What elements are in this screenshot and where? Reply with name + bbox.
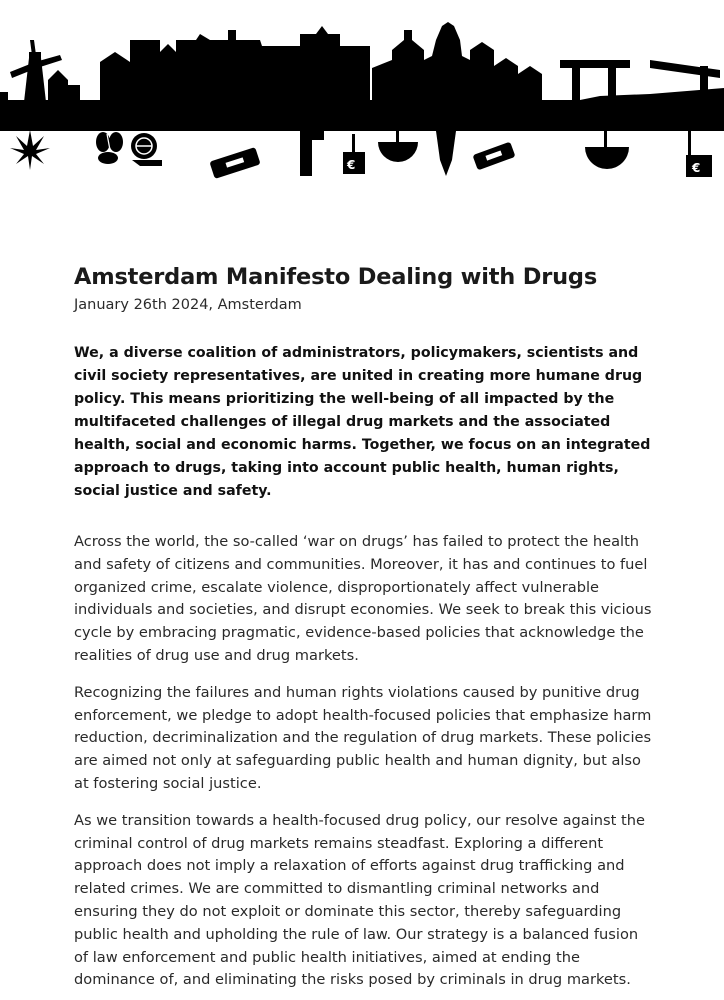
svg-text:€: €	[692, 161, 701, 175]
canal-houses-right	[494, 58, 542, 104]
poppy-bowl-icon	[378, 131, 418, 162]
church-tower-silhouette	[372, 22, 494, 104]
syringe-icon	[436, 131, 456, 176]
amsterdam-skyline-banner	[0, 0, 724, 190]
ground-strip	[0, 100, 724, 131]
date-location: January 26th 2024, Amsterdam	[74, 297, 302, 313]
body-paragraph-2: Recognizing the failures and human rights violations caused by punitive drug enforcement, we pledge to adopt health-focused policies that emphasize harm reduction, decriminalization and the regulation of drug markets. These policies are aimed not only at safeguarding public health and human dignity, but also at fostering social justice.	[74, 683, 652, 792]
svg-text:€: €	[347, 158, 356, 172]
body-paragraph-1: Across the world, the so-called ‘war on drugs’ has failed to protect the health and safety of citizens and communities. Moreover, it has and continues to fuel organized crime, escalate violence, disproportionately affect vulnerable individuals and societies, and disrupt economies. We seek to break this vicious cycle by embracing pragmatic, evidence-based policies that acknowledge the realities of drug use and drug markets.	[74, 533, 652, 664]
poppy-bowl-icon	[585, 131, 629, 169]
bridge-icon	[560, 60, 724, 106]
body-paragraph-3: As we transition towards a health-focused drug policy, our resolve against the criminal control of drug markets remains steadfast. Exploring a different approach does not imply a relaxation of efforts against drug trafficking and related crimes. We are committed to dismantling criminal networks and ensuring they do not exploit or dominate this sector, thereby safeguarding public health and upholding the rule of law. Our strategy is a balanced fusion of law enforcement and public health initiatives, aimed at ending the dominance of, and eliminating the risks posed by criminals in drug markets.	[74, 811, 645, 989]
page-title: Amsterdam Manifesto Dealing with Drugs	[74, 264, 598, 290]
intro-paragraph: We, a diverse coalition of administrators, policymakers, scientists and civil society representatives, are united in creating more humane drug policy. This means prioritizing the well-being of all impacted by the multifaceted challenges of illegal drug markets and the associated health, social and economic harms. Together, we focus on an integrated approach to drugs, taking into account public health, human rights, social justice and safety.	[74, 345, 651, 499]
manifesto-content	[74, 262, 654, 992]
pistol-icon	[300, 130, 324, 176]
cannabis-leaf-icon	[10, 130, 50, 170]
central-station-silhouette	[100, 26, 370, 104]
